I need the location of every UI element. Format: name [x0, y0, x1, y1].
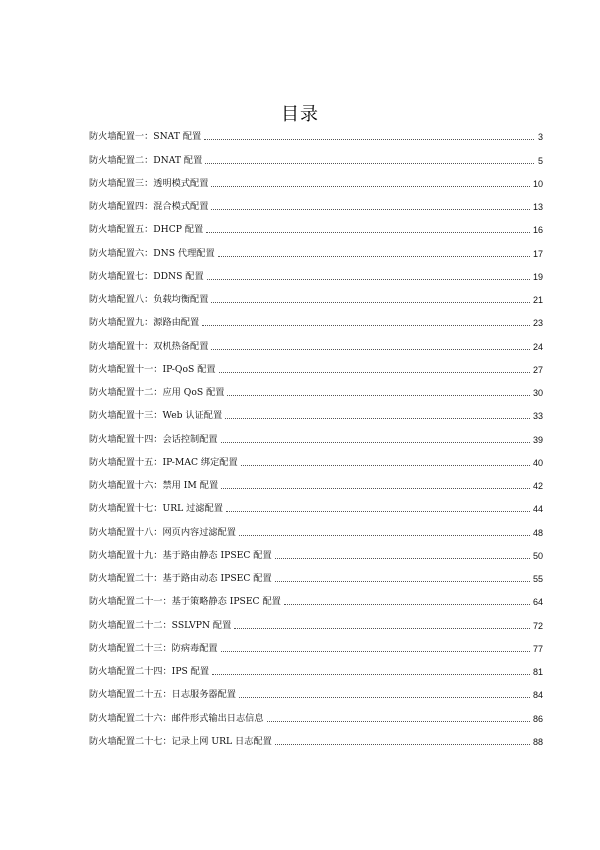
toc-entry-label: 防火墙配置二十一：基于策略静态 IPSEC 配置 — [89, 596, 281, 608]
toc-entry-page: 48 — [532, 527, 543, 538]
toc-entry-label: 防火墙配置十一：IP-QoS 配置 — [89, 363, 216, 375]
toc-entry-page: 40 — [532, 457, 543, 468]
toc-entry[interactable] — [89, 329, 543, 352]
toc-entry-page: 19 — [532, 271, 543, 282]
toc-entry[interactable] — [89, 143, 543, 166]
toc-entry-label: 防火墙配置六：DNS 代理配置 — [89, 247, 215, 259]
toc-entry-label: 防火墙配置二十五：日志服务器配置 — [89, 689, 236, 701]
toc-entry-label: 防火墙配置十八：网页内容过滤配置 — [89, 526, 236, 538]
dot-leader — [206, 231, 530, 233]
toc-entry-page: 10 — [532, 178, 543, 189]
toc-entry[interactable] — [89, 492, 543, 515]
toc-entry-label: 防火墙配置二十四：IPS 配置 — [89, 666, 210, 677]
toc-entry-label: 防火墙配置一：SNAT 配置 — [89, 131, 202, 143]
dot-leader — [202, 324, 530, 326]
toc-entry-page: 27 — [532, 364, 543, 375]
dot-leader — [207, 278, 530, 280]
toc-entry-page: 16 — [532, 225, 543, 236]
dot-leader — [221, 487, 530, 489]
toc-entry-page: 50 — [532, 550, 543, 561]
toc-entry-label: 防火墙配置二十：基于路由动态 IPSEC 配置 — [89, 573, 272, 584]
dot-leader — [234, 627, 530, 629]
toc-entry[interactable] — [89, 725, 543, 748]
dot-leader — [221, 650, 530, 652]
toc-title: 目录 — [281, 104, 319, 125]
toc-entry-page: 55 — [532, 574, 543, 584]
toc-entry-page: 84 — [532, 690, 543, 701]
dot-leader — [212, 673, 530, 675]
toc-entry-page: 5 — [537, 155, 543, 166]
toc-entry[interactable] — [89, 422, 543, 445]
toc-entry-page: 24 — [532, 341, 543, 352]
dot-leader — [211, 301, 530, 303]
toc-entry-label: 防火墙配置十二：应用 QoS 配置 — [89, 387, 225, 398]
dot-leader — [275, 580, 530, 582]
toc-entry[interactable] — [89, 306, 543, 329]
dot-leader — [205, 162, 534, 164]
toc-entry-label: 防火墙配置二十三：防病毒配置 — [89, 642, 218, 654]
dot-leader — [239, 534, 530, 536]
toc-entry-label: 防火墙配置十四：会话控制配置 — [89, 433, 218, 445]
toc-entry-label: 防火墙配置五：DHCP 配置 — [89, 224, 204, 236]
toc-entry-page: 13 — [532, 202, 543, 212]
toc-entry-label: 防火墙配置十九：基于路由静态 IPSEC 配置 — [89, 549, 272, 561]
toc-entry[interactable] — [89, 446, 543, 469]
toc-entry[interactable] — [89, 353, 543, 376]
toc-entry-page: 64 — [532, 597, 543, 608]
dot-leader — [239, 696, 530, 698]
toc-entry-page: 30 — [532, 388, 543, 398]
toc-entry-page: 17 — [532, 248, 543, 259]
dot-leader — [227, 394, 530, 396]
toc-entry[interactable] — [89, 120, 543, 143]
toc-entry-label: 防火墙配置二十七：记录上网 URL 日志配置 — [89, 735, 272, 747]
toc-entry[interactable] — [89, 469, 543, 492]
toc-entry-label: 防火墙配置二十二：SSLVPN 配置 — [89, 619, 232, 631]
toc-entry-label: 防火墙配置二十六：邮件形式输出日志信息 — [89, 712, 264, 724]
toc-entry[interactable] — [89, 655, 543, 678]
dot-leader — [275, 743, 530, 745]
toc-entry[interactable] — [89, 283, 543, 306]
dot-leader — [267, 720, 530, 722]
dot-leader — [226, 510, 530, 512]
toc-entry[interactable] — [89, 399, 543, 422]
toc-entry-label: 防火墙配置十三：Web 认证配置 — [89, 410, 223, 422]
toc-entry-page: 77 — [532, 643, 543, 654]
toc-entry-label: 防火墙配置二：DNAT 配置 — [89, 154, 203, 166]
toc-entry[interactable] — [89, 585, 543, 608]
toc-entry[interactable] — [89, 213, 543, 236]
dot-leader — [211, 348, 530, 350]
toc-entry[interactable] — [89, 167, 543, 190]
toc-entry-page: 44 — [532, 504, 543, 515]
toc-entry-label: 防火墙配置三：透明模式配置 — [89, 177, 209, 189]
dot-leader — [275, 557, 530, 559]
toc-entry-page: 42 — [532, 481, 543, 491]
toc-entry-label: 防火墙配置十：双机热备配置 — [89, 340, 209, 352]
toc-entry[interactable] — [89, 539, 543, 562]
toc-entry[interactable] — [89, 632, 543, 655]
dot-leader — [284, 603, 530, 605]
toc-entry[interactable] — [89, 376, 543, 399]
toc-entry-label: 防火墙配置九：源路由配置 — [89, 317, 200, 329]
dot-leader — [204, 138, 534, 140]
dot-leader — [225, 417, 530, 419]
toc-entry-label: 防火墙配置八：负载均衡配置 — [89, 294, 209, 305]
toc-entry-page: 39 — [532, 434, 543, 445]
toc-entry-page: 21 — [532, 295, 543, 305]
toc-entry[interactable] — [89, 236, 543, 259]
toc-entry[interactable] — [89, 701, 543, 724]
toc-entry[interactable] — [89, 190, 543, 213]
toc-entry-page: 3 — [537, 132, 543, 143]
toc-entry-page: 33 — [532, 411, 543, 422]
dot-leader — [219, 371, 530, 373]
toc-entry-label: 防火墙配置七：DDNS 配置 — [89, 270, 204, 282]
toc-entry[interactable] — [89, 562, 543, 585]
toc-entry[interactable] — [89, 678, 543, 701]
toc-entry-page: 72 — [532, 620, 543, 631]
dot-leader — [218, 255, 530, 257]
toc-entry-page: 81 — [532, 667, 543, 677]
toc-entry-page: 86 — [532, 713, 543, 724]
toc-entry-label: 防火墙配置十六：禁用 IM 配置 — [89, 480, 219, 491]
toc-entry-page: 88 — [532, 736, 543, 747]
toc-entry[interactable] — [89, 608, 543, 631]
toc-entry[interactable] — [89, 515, 543, 538]
toc-entry[interactable] — [89, 260, 543, 283]
toc-entry-label: 防火墙配置十七：URL 过滤配置 — [89, 503, 223, 515]
dot-leader — [211, 185, 530, 187]
toc-entry-label: 防火墙配置四：混合模式配置 — [89, 201, 209, 212]
toc-entry-label: 防火墙配置十五：IP-MAC 绑定配置 — [89, 456, 238, 468]
table-of-contents — [89, 120, 543, 748]
dot-leader — [221, 441, 530, 443]
dot-leader — [211, 208, 530, 210]
dot-leader — [241, 464, 530, 466]
toc-entry-page: 23 — [532, 318, 543, 329]
